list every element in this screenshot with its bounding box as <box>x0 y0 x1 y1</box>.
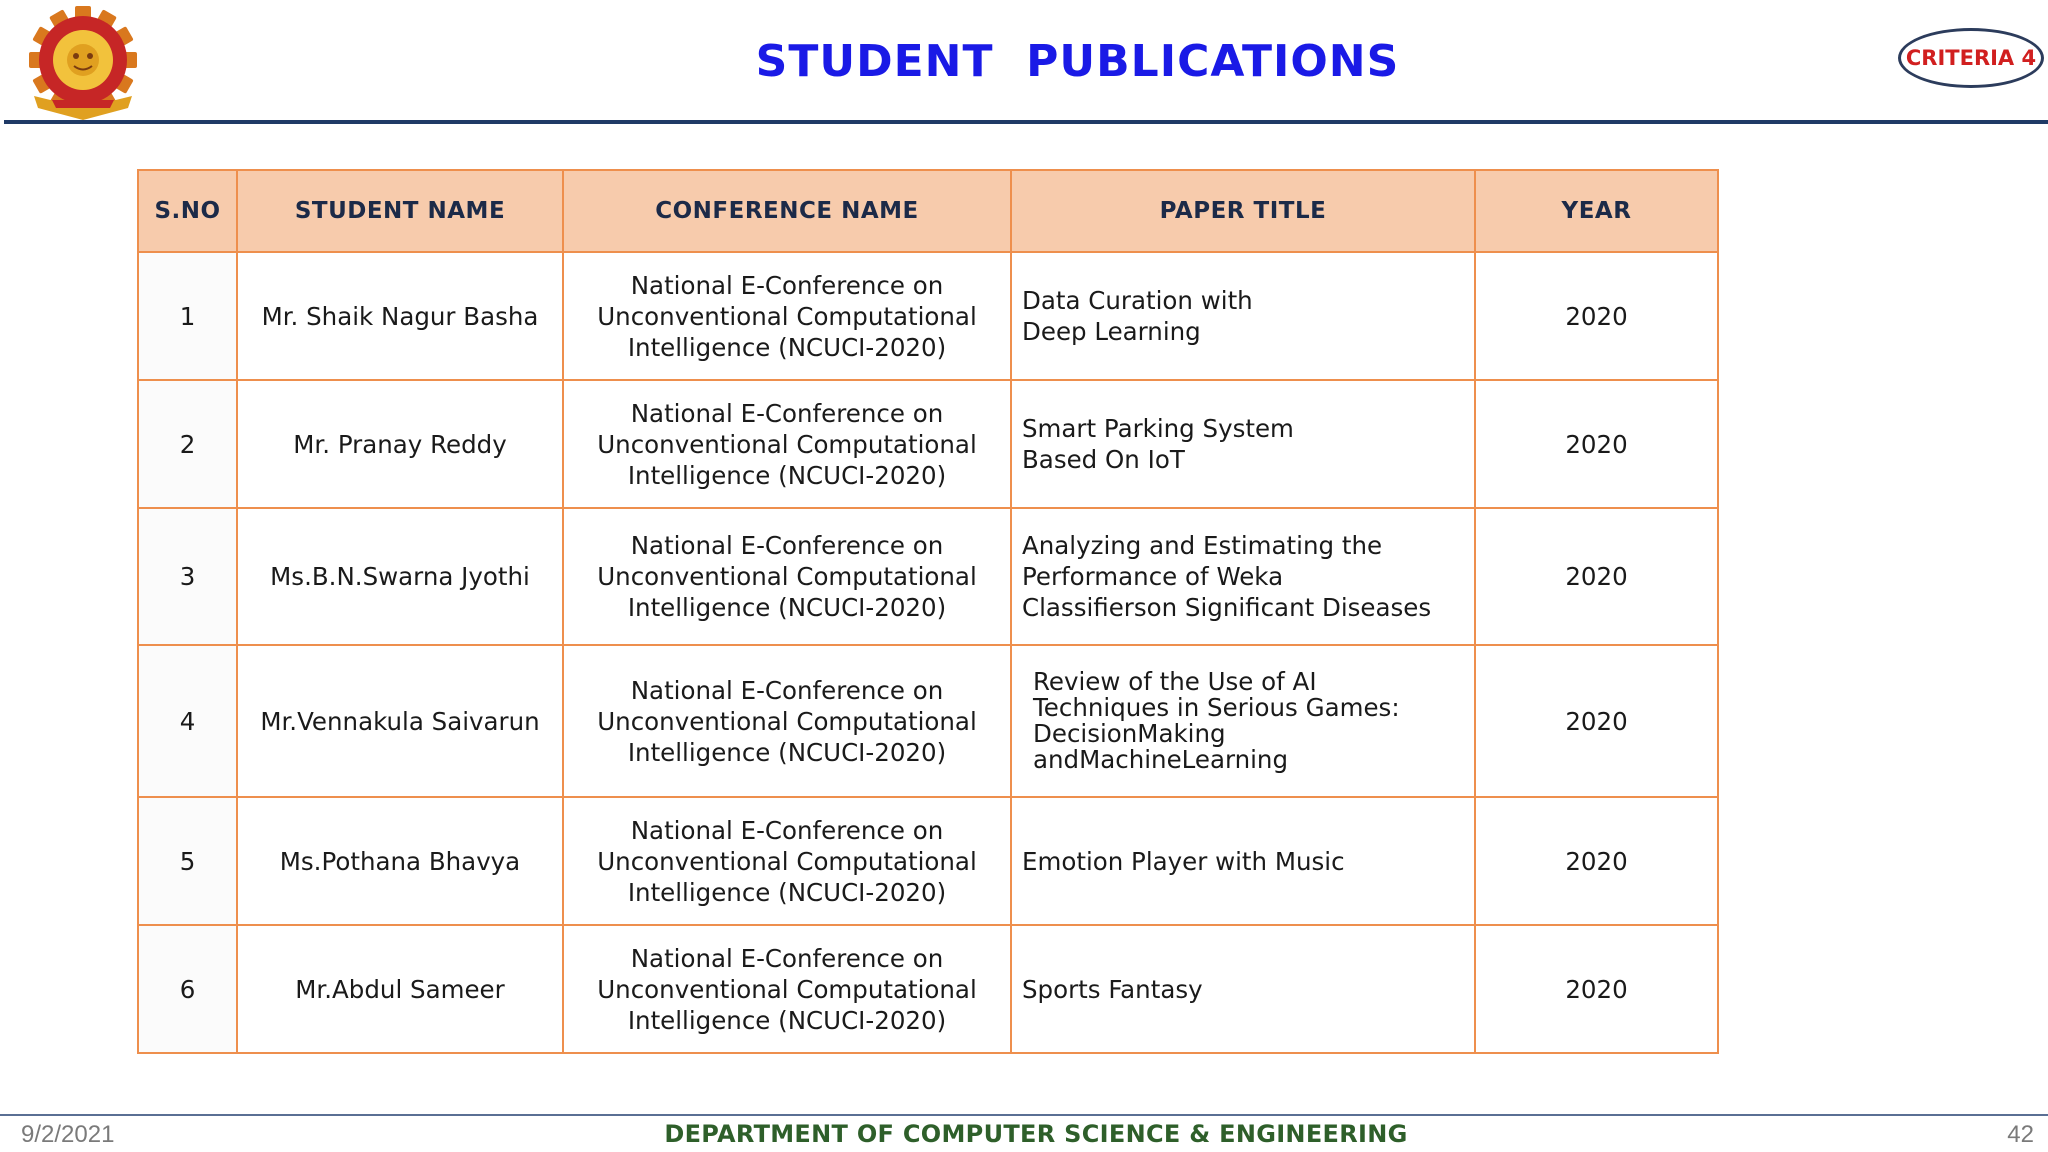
cell-sno: 6 <box>138 925 237 1053</box>
criteria-badge-label: CRITERIA 4 <box>1905 46 2037 70</box>
publications-table <box>137 169 1719 1054</box>
cell-paper-title: Sports Fantasy <box>1011 925 1475 1053</box>
table-row <box>138 508 1718 645</box>
column-header-conference-name: CONFERENCE NAME <box>563 170 1011 252</box>
cell-sno: 3 <box>138 508 237 645</box>
cell-paper-title: Analyzing and Estimating the Performance of Weka Classifierson Significant Diseases <box>1011 508 1475 645</box>
footer-department: DEPARTMENT OF COMPUTER SCIENCE & ENGINEERING <box>664 1120 1408 1148</box>
cell-year: 2020 <box>1475 797 1718 925</box>
cell-year: 2020 <box>1475 252 1718 380</box>
cell-sno: 4 <box>138 645 237 797</box>
cell-student-name: Ms.Pothana Bhavya <box>237 797 563 925</box>
cell-student-name: Mr.Abdul Sameer <box>237 925 563 1053</box>
table-row <box>138 645 1718 797</box>
table-header-row <box>138 170 1718 252</box>
column-header-year: YEAR <box>1475 170 1718 252</box>
cell-student-name: Mr. Pranay Reddy <box>237 380 563 508</box>
column-header-student-name: STUDENT NAME <box>237 170 563 252</box>
cell-conference: National E-Conference on Unconventional Computational Intelligence (NCUCI-2020) <box>563 645 1011 797</box>
column-header-paper-title: PAPER TITLE <box>1011 170 1475 252</box>
table-row <box>138 797 1718 925</box>
cell-conference: National E-Conference on Unconventional Computational Intelligence (NCUCI-2020) <box>563 252 1011 380</box>
cell-paper-title: Data Curation with Deep Learning <box>1011 252 1475 380</box>
header-divider <box>4 120 2048 124</box>
page-title: STUDENT PUBLICATIONS <box>755 36 1400 87</box>
cell-paper-title: Emotion Player with Music <box>1011 797 1475 925</box>
cell-conference: National E-Conference on Unconventional Computational Intelligence (NCUCI-2020) <box>563 380 1011 508</box>
criteria-badge <box>1898 28 2044 88</box>
cell-year: 2020 <box>1475 380 1718 508</box>
cell-year: 2020 <box>1475 925 1718 1053</box>
cell-student-name: Mr. Shaik Nagur Basha <box>237 252 563 380</box>
page-number: 42 <box>2007 1121 2034 1148</box>
cell-sno: 5 <box>138 797 237 925</box>
cell-year: 2020 <box>1475 645 1718 797</box>
cell-paper-title: Review of the Use of AI Techniques in Serious Games: DecisionMaking andMachineLearning <box>1011 645 1475 797</box>
footer-divider <box>0 1114 2048 1116</box>
cell-year: 2020 <box>1475 508 1718 645</box>
cell-sno: 2 <box>138 380 237 508</box>
cell-conference: National E-Conference on Unconventional Computational Intelligence (NCUCI-2020) <box>563 797 1011 925</box>
table-row <box>138 380 1718 508</box>
cell-sno: 1 <box>138 252 237 380</box>
table-row <box>138 252 1718 380</box>
cell-conference: National E-Conference on Unconventional Computational Intelligence (NCUCI-2020) <box>563 925 1011 1053</box>
cell-paper-title: Smart Parking System Based On IoT <box>1011 380 1475 508</box>
cell-student-name: Ms.B.N.Swarna Jyothi <box>237 508 563 645</box>
cell-conference: National E-Conference on Unconventional Computational Intelligence (NCUCI-2020) <box>563 508 1011 645</box>
cell-student-name: Mr.Vennakula Saivarun <box>237 645 563 797</box>
table-row <box>138 925 1718 1053</box>
column-header-sno: S.NO <box>138 170 237 252</box>
footer-date: 9/2/2021 <box>21 1121 115 1148</box>
